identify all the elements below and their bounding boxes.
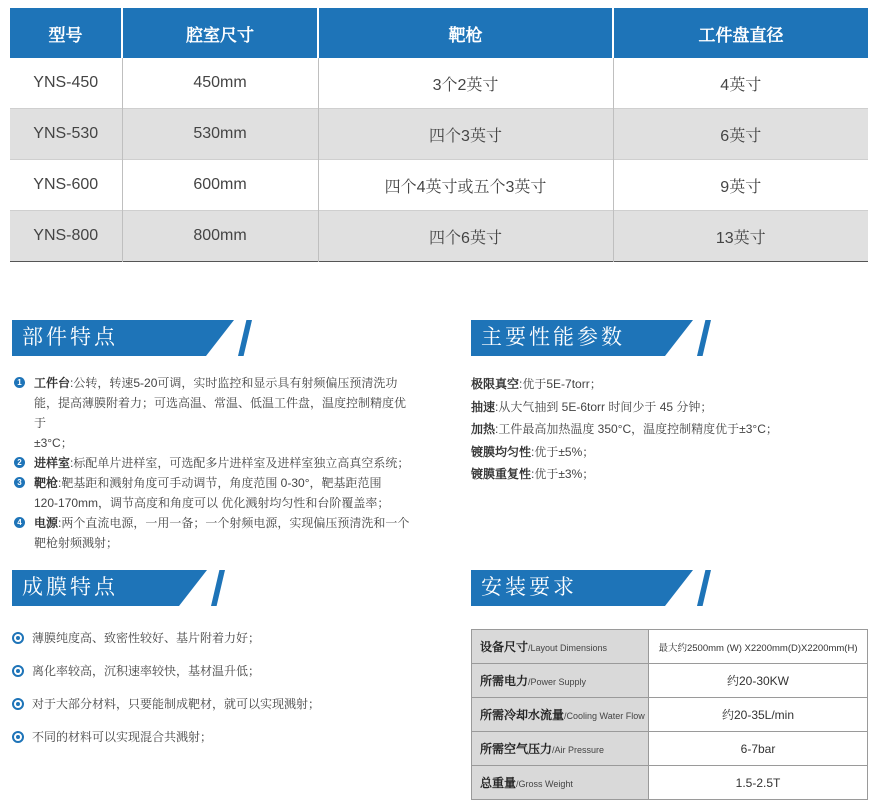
- spec-header-row: [10, 8, 868, 58]
- cell-plate: 9英寸: [613, 160, 868, 211]
- bullet-icon: [12, 665, 24, 677]
- cell-plate: 6英寸: [613, 109, 868, 160]
- list-item: 离化率较高，沉积速率较快，基材温升低；: [12, 661, 320, 694]
- list-item: 3 靶枪:靶基距和溅射角度可手动调节，角度范围 0-30°，靶基距范围 120-170mm，调节高度和角度可以 优化溅射均匀性和台阶覆盖率；: [12, 473, 412, 513]
- cell-chamber: 450mm: [122, 58, 318, 109]
- cell-gun: 四个3英寸: [318, 109, 613, 160]
- table-row: [10, 58, 868, 109]
- spec-table: [10, 8, 868, 262]
- bullet-icon: [12, 698, 24, 710]
- item-key: 电源: [34, 516, 59, 530]
- header-chamber-size: 腔室尺寸: [122, 8, 318, 58]
- number-badge: 1: [14, 377, 25, 388]
- cell-chamber: 530mm: [122, 109, 318, 160]
- list-item: 极限真空:优于5E-7torr；: [471, 377, 602, 391]
- list-item: 不同的材料可以实现混合共溅射；: [12, 727, 320, 760]
- section-header-components: [12, 320, 254, 356]
- section-title: 成膜特点: [22, 576, 118, 599]
- list-item: 对于大部分材料，只要能制成靶材，就可以实现溅射；: [12, 694, 320, 727]
- table-row: 总重量/Gross Weight 1.5-2.5T: [472, 766, 868, 800]
- list-item: 2 进样室:标配单片进样室，可选配多片进样室及进样室独立高真空系统；: [12, 453, 412, 473]
- cell-gun: 四个6英寸: [318, 211, 613, 262]
- table-row: 所需冷却水流量/Cooling Water Flow 约20-35L/min: [472, 698, 868, 732]
- install-value: 6-7bar: [649, 732, 868, 766]
- performance-list: [471, 373, 778, 486]
- list-item: 镀膜重复性:优于±3%；: [471, 467, 595, 481]
- cell-model: YNS-530: [10, 109, 122, 160]
- list-item: 抽速:从大气抽到 5E-6torr 时间少于 45 分钟；: [471, 399, 713, 414]
- item-key: 工件台: [34, 376, 71, 390]
- number-badge: 2: [14, 457, 25, 468]
- film-features-list: [12, 628, 320, 760]
- cell-chamber: 600mm: [122, 160, 318, 211]
- install-value: 1.5-2.5T: [649, 766, 868, 800]
- table-row: [10, 160, 868, 211]
- list-item: 镀膜均匀性:优于±5%；: [471, 444, 595, 459]
- section-header-install: [471, 570, 713, 606]
- components-list: [12, 373, 412, 553]
- number-badge: 4: [14, 517, 25, 528]
- section-title: 主要性能参数: [481, 326, 625, 349]
- install-table: [471, 629, 868, 800]
- cell-model: YNS-600: [10, 160, 122, 211]
- slash-decoration: [238, 320, 252, 356]
- list-item: 加热:工件最高加热温度 350°C，温度控制精度优于±3°C；: [471, 422, 778, 436]
- cell-plate: 4英寸: [613, 58, 868, 109]
- install-value: 最大约2500mm (W) X2200mm(D)X2200mm(H): [649, 630, 868, 664]
- number-badge: 3: [14, 477, 25, 488]
- cell-model: YNS-450: [10, 58, 122, 109]
- slash-decoration: [211, 570, 225, 606]
- section-header-film: [12, 570, 227, 606]
- bullet-icon: [12, 632, 24, 644]
- item-key: 靶枪: [34, 476, 59, 490]
- item-key: 进样室: [34, 456, 71, 470]
- cell-gun: 3个2英寸: [318, 58, 613, 109]
- list-item: 薄膜纯度高、致密性较好、基片附着力好；: [12, 628, 320, 661]
- section-header-performance: [471, 320, 713, 356]
- bullet-icon: [12, 731, 24, 743]
- slash-decoration: [697, 570, 711, 606]
- cell-chamber: 800mm: [122, 211, 318, 262]
- table-row: 所需电力/Power Supply 约20-30KW: [472, 664, 868, 698]
- cell-model: YNS-800: [10, 211, 122, 262]
- table-row: 设备尺寸/Layout Dimensions 最大约2500mm (W) X2200mm(D)X2200mm(H): [472, 630, 868, 664]
- install-value: 约20-35L/min: [649, 698, 868, 732]
- section-title: 安装要求: [481, 576, 577, 599]
- section-title: 部件特点: [22, 326, 118, 349]
- header-model: 型号: [10, 8, 122, 58]
- slash-decoration: [697, 320, 711, 356]
- cell-gun: 四个4英寸或五个3英寸: [318, 160, 613, 211]
- list-item: 1 工件台:公转，转速5-20可调，实时监控和显示具有射频偏压预清洗功 能，提高薄膜附着力；可选高温、常温、低温工件盘，温度控制精度优于 ±3°C；: [12, 373, 412, 453]
- table-row: [10, 109, 868, 160]
- table-row: [10, 211, 868, 262]
- cell-plate: 13英寸: [613, 211, 868, 262]
- header-target-gun: 靶枪: [318, 8, 613, 58]
- header-plate-diameter: 工件盘直径: [613, 8, 868, 58]
- install-value: 约20-30KW: [649, 664, 868, 698]
- table-row: 所需空气压力/Air Pressure 6-7bar: [472, 732, 868, 766]
- list-item: 4 电源:两个直流电源，一用一备；一个射频电源，实现偏压预清洗和一个 靶枪射频溅射；: [12, 513, 412, 553]
